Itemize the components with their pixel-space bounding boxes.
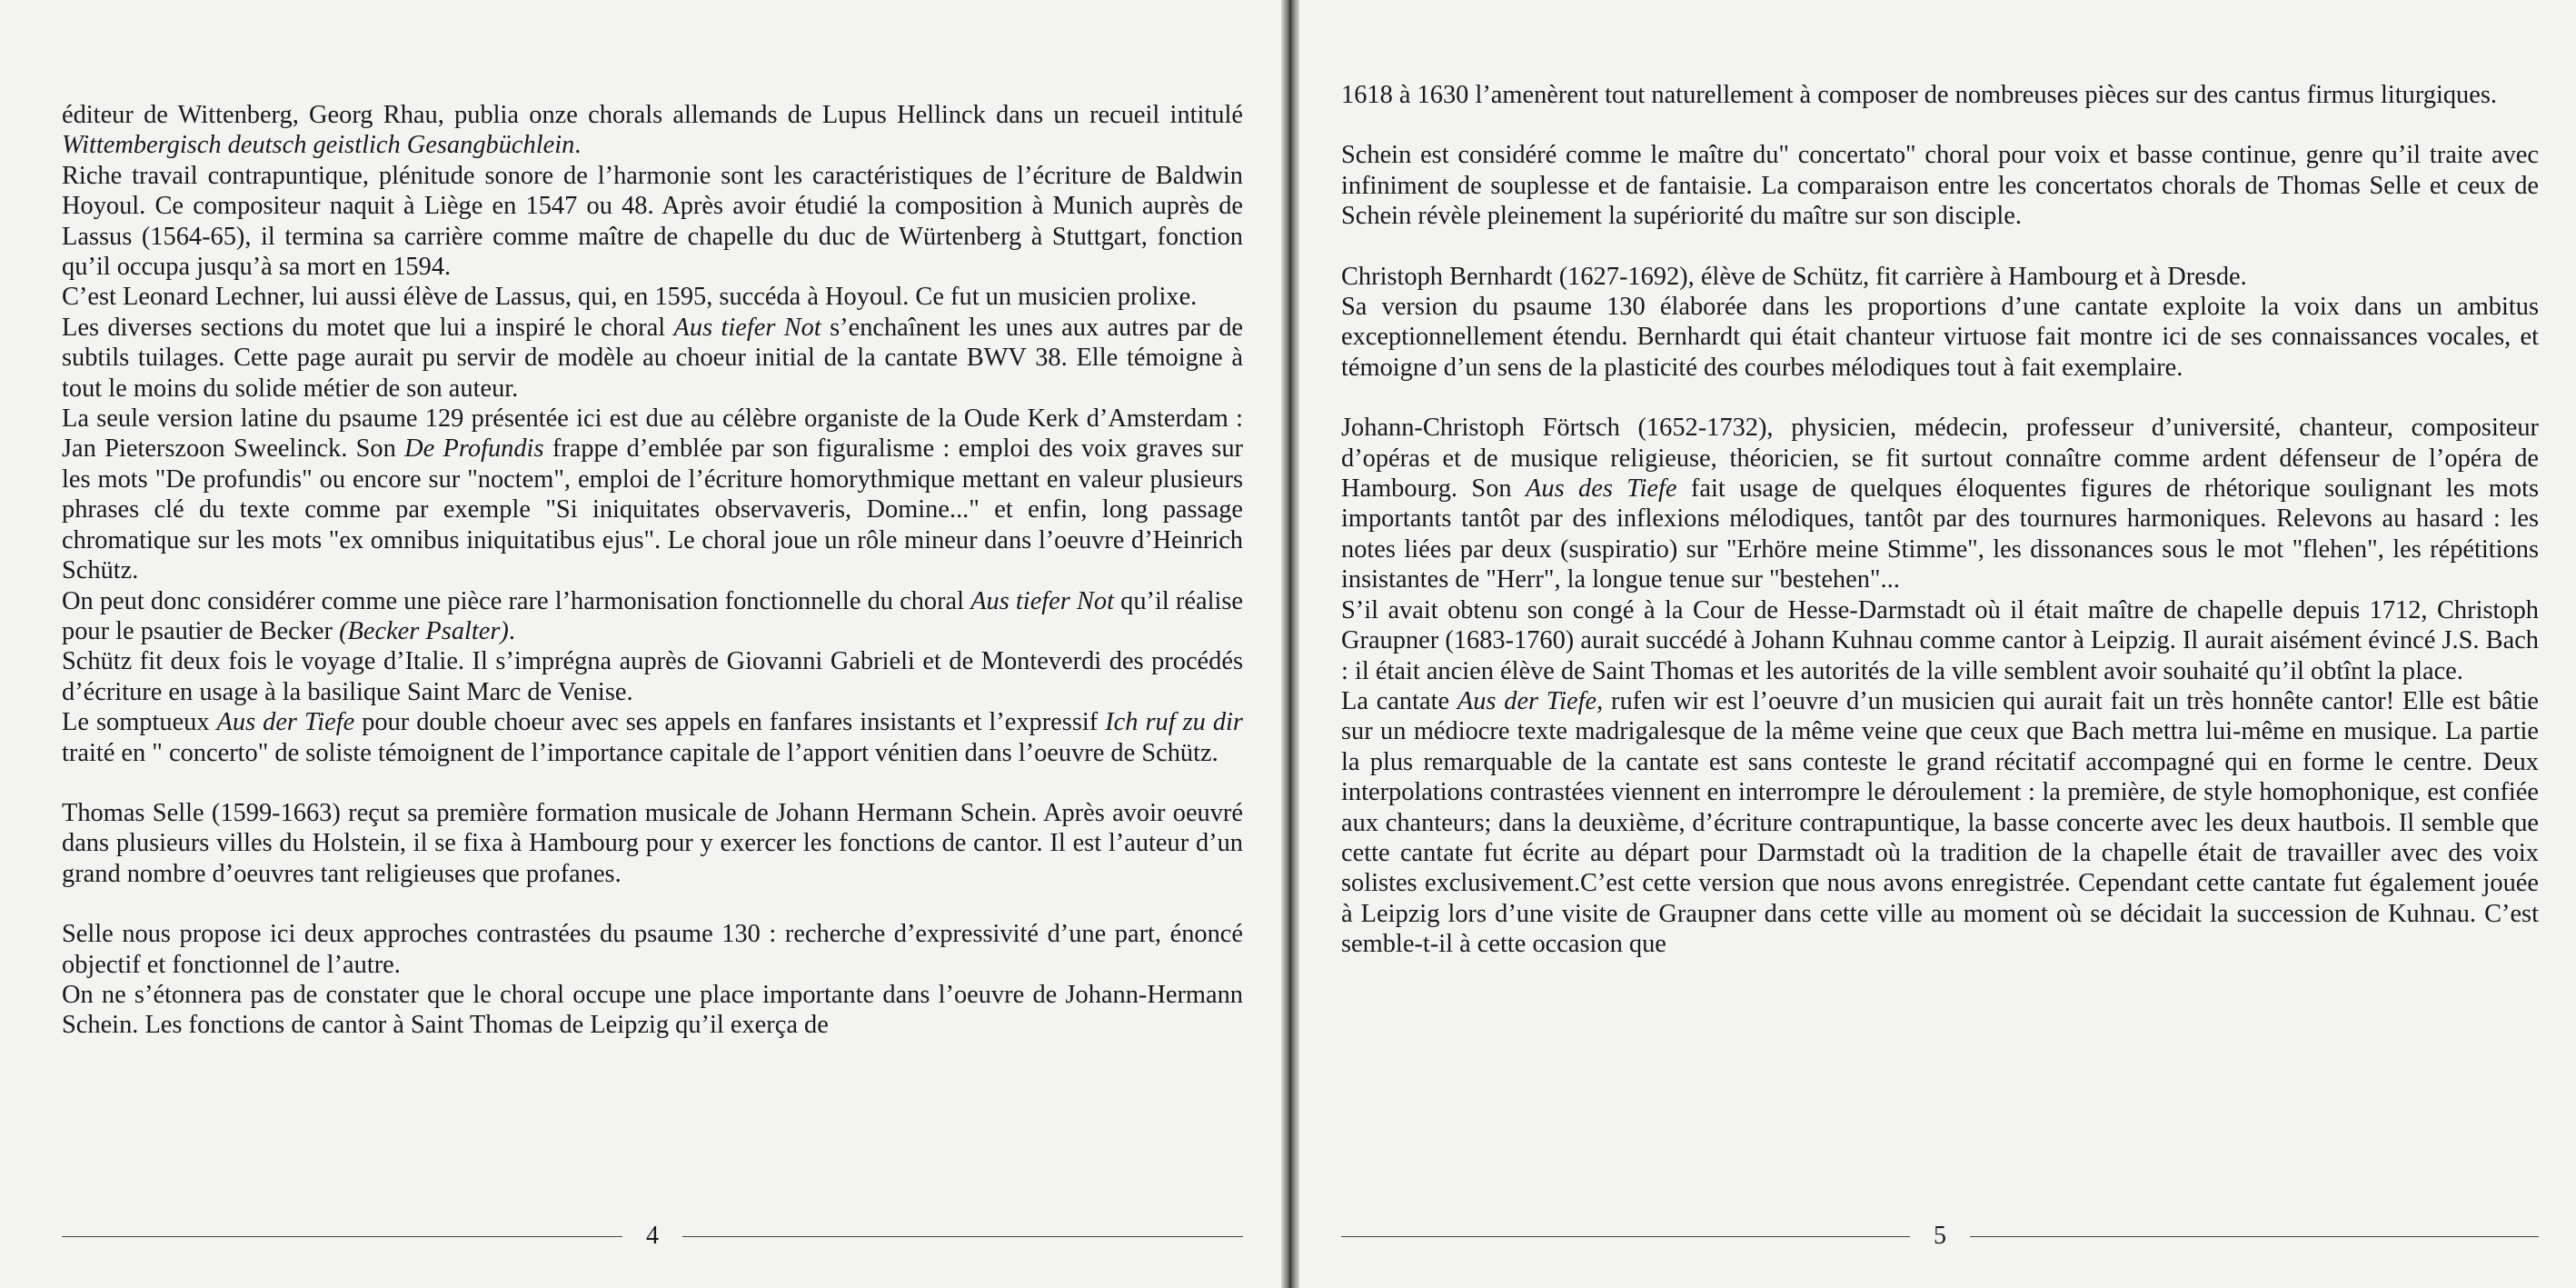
paragraph: Sa version du psaume 130 élaborée dans les proportions d’une cantate exploite la voix dans un ambitus exceptionnellement étendu. Bernhardt qui était chanteur virtuose fait montre ici de ses connaissances vocales, et témoigne d’un sens de la plasticité des courbes mélodiques tout à fait exemplaire. (1341, 293, 2539, 382)
paragraph: éditeur de Wittenberg, Georg Rhau, publia onze chorals allemands de Lupus Hellinck dans un recueil intitulé Wittembergisch deutsch geistlich Gesangbüchlein. (62, 101, 1243, 160)
footer-rule (682, 1236, 1243, 1237)
paragraph: 1618 à 1630 l’amenèrent tout naturellement à composer de nombreuses pièces sur des cantus firmus liturgiques. (1341, 81, 2497, 109)
paragraph: On ne s’étonnera pas de constater que le choral occupe une place importante dans l’oeuvre de Johann-Hermann Schein. Les fonctions de cantor à Saint Thomas de Leipzig qu’il exerça de (62, 980, 1243, 1040)
paragraph: La seule version latine du psaume 129 présentée ici est due au célèbre organiste de la Oude Kerk d’Amsterdam : Jan Pieterszoon Sweelinck. Son De Profundis frappe d’emblée par son figuralisme : emploi des voix graves sur les mots "De profundis" ou encore sur "noctem", emploi de l’écriture homorythmique mettant en valeur plusieurs phrases clé du texte comme par exemple "Si iniquitates observaveris, Domine..." et enfin, long passage chromatique sur les mots "ex omnibus iniquitatibus ejus". Le choral joue un rôle mineur dans l’oeuvre d’Heinrich Schütz. (62, 404, 1243, 585)
paragraph: S’il avait obtenu son congé à la Cour de Hesse-Darmstadt où il était maître de chapelle depuis 1712, Christoph Graupner (1683-1760) aurait succédé à Johann Kuhnau comme cantor à Leipzig. Il aurait aisément évincé J.S. Bach : il était ancien élève de Saint Thomas et les autorités de la ville semblent avoir souhaité qu’il obtînt la place. (1341, 595, 2539, 685)
right-page-footer (1341, 1221, 2539, 1252)
paragraph: Selle nous propose ici deux approches contrastées du psaume 130 : recherche d’expressivité d’une part, énoncé objectif et fonctionnel de l’autre. (62, 920, 1243, 979)
paragraph: Johann-Christoph Förtsch (1652-1732), physicien, médecin, professeur d’université, chanteur, compositeur d’opéras et de musique religieuse, théoricien, se fit surtout connaître comme ardent défenseur de l’opéra de Hambourg. Son Aus des Tiefe fait usage de quelques éloquentes figures de rhétorique soulignant les mots importants tantôt par des inflexions mélodiques, tantôt par des tournures harmoniques. Relevons au hasard : les notes liées par deux (suspiratio) sur "Erhöre meine Stimme", les dissonances sous le mot "flehen", les répétitions insistantes de "Herr", la longue tenue sur "bestehen"... (1341, 414, 2540, 594)
left-page-text (62, 100, 1243, 1041)
paragraph: Christoph Bernhardt (1627-1692), élève de Schütz, fit carrière à Hambourg et à Dresde. (1341, 262, 2247, 291)
paragraph: Les diverses sections du motet que lui a inspiré le choral Aus tiefer Not s’enchaînent les unes aux autres par de subtils tuilages. Cette page aurait pu servir de modèle au choeur initial de la cantate BWV 38. Elle témoigne à tout le moins du solide métier de son auteur. (62, 313, 1243, 403)
paragraph: Schütz fit deux fois le voyage d’Italie. Il s’imprégna auprès de Giovanni Gabrieli et de Monteverdi des procédés d’écriture en usage à la basilique Saint Marc de Venise. (62, 647, 1243, 706)
left-page-footer (62, 1221, 1243, 1252)
paragraph: Thomas Selle (1599-1663) reçut sa première formation musicale de Johann Hermann Schein. Après avoir oeuvré dans plusieurs villes du Holstein, il se fixa à Hambourg pour y exercer les fonctions de cantor. Il est l’auteur d’un grand nombre d’oeuvres tant religieuses que profanes. (62, 798, 1243, 888)
page-number: 5 (1934, 1222, 1946, 1250)
left-page (0, 0, 1281, 1288)
right-page (1299, 0, 2576, 1288)
paragraph: Le somptueux Aus der Tiefe pour double choeur avec ses appels en fanfares insistants et l’expressif Ich ruf zu dir traité en " concerto" de soliste témoignent de l’importance capitale de l’apport vénitien dans l’oeuvre de Schütz. (62, 708, 1243, 767)
right-page-text (1341, 80, 2539, 960)
footer-rule (1341, 1236, 1910, 1237)
paragraph: Riche travail contrapuntique, plénitude sonore de l’harmonie sont les caractéristiques de l’écriture de Baldwin Hoyoul. Ce compositeur naquit à Liège en 1547 ou 48. Après avoir étudié la composition à Munich auprès de Lassus (1564-65), il termina sa carrière comme maître de chapelle du duc de Würtenberg à Stuttgart, fonction qu’il occupa jusqu’à sa mort en 1594. (62, 161, 1243, 282)
paragraph: Schein est considéré comme le maître du" concertato" choral pour voix et basse continue, genre qu’il traite avec infiniment de souplesse et de fantaisie. La comparaison entre les concertatos chorals de Thomas Selle et ceux de Schein révèle pleinement la supériorité du maître sur son disciple. (1341, 141, 2539, 231)
paragraph: C’est Leonard Lechner, lui aussi élève de Lassus, qui, en 1595, succéda à Hoyoul. Ce fut un musicien prolixe. (62, 283, 1198, 312)
footer-rule (1970, 1236, 2539, 1237)
paragraph: On peut donc considérer comme une pièce rare l’harmonisation fonctionnelle du choral Aus tiefer Not qu’il réalise pour le psautier de Becker (Becker Psalter). (62, 586, 1243, 645)
book-gutter (1281, 0, 1299, 1288)
page-number: 4 (646, 1222, 659, 1250)
footer-rule (62, 1236, 622, 1237)
paragraph: La cantate Aus der Tiefe, rufen wir est l’oeuvre d’un musicien qui aurait fait un très honnête cantor! Elle est bâtie sur un médiocre texte madrigalesque de la même veine que ceux que Bach mettra lui-même en musique. La partie la plus remarquable de la cantate est sans conteste le grand récitatif accompagné qui en forme le centre. Deux interpolations contrastées viennent en interrompre le déroulement : la première, de style homophonique, est confiée aux chanteurs; dans la deuxième, d’écriture contrapuntique, la basse concerte avec les deux hautbois. Il semble que cette cantate fut écrite au départ pour Darmstadt où la tradition de la chapelle était de travailler avec des voix solistes exclusivement.C’est cette version que nous avons enregistrée. Cependant cette cantate fut également jouée à Leipzig lors d’une visite de Graupner dans cette ville au moment où se décidait la succession de Kuhnau. C’est semble-t-il à cette occasion que (1341, 686, 2539, 959)
